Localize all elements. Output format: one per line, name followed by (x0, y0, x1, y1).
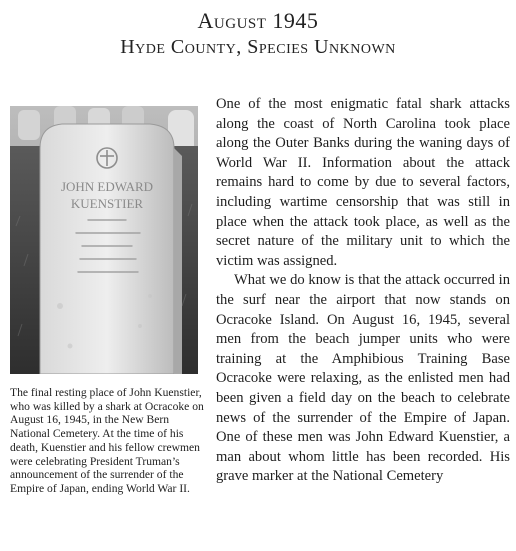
paragraph: What we do know is that the attack occurred in the surf near the airport that now stands on Ocracoke Island. On August 16, 1945, several men from the beach jumper units who were training at the Amphibious Training Base Ocracoke were relaxing, as the enlisted men had been given a field day on the beach to celebrate news of the surrender of the Empire of Japan. One of these men was John Edward Kuenstier, a man about whom little has been recorded. His grave marker at the National Cemetery (216, 272, 510, 485)
paragraph: One of the most enigmatic fatal shark attacks along the coast of North Carolina took place along the Outer Banks during the waning days of World War II. Information about the attack remains hard to come by due to several factors, including wartime censorship that was still in place when the attack took place, as well as the secret nature of the military unit to which the victim was assigned. (216, 96, 510, 269)
inscription-name-line1: JOHN EDWARD (60, 179, 154, 194)
gravestone-photo (10, 106, 198, 374)
article-body (216, 95, 510, 487)
gravestone-illustration (10, 106, 198, 374)
chapter-subtitle: Hyde County, Species Unknown (120, 36, 396, 58)
chapter-title: August 1945 (197, 8, 319, 33)
photo-caption: The final resting place of John Kuenstier, who was killed by a shark at Ocracoke on August 16, 1945, in the New Bern National Cemetery. At the time of his death, Kuenstier and his fellow crewmen were celebrating President Truman’s announcement of the surrender of the Empire of Japan, ending World War II. (10, 386, 204, 495)
inscription-name-line2: KUENSTIER (70, 196, 144, 211)
background-stone (18, 110, 40, 140)
